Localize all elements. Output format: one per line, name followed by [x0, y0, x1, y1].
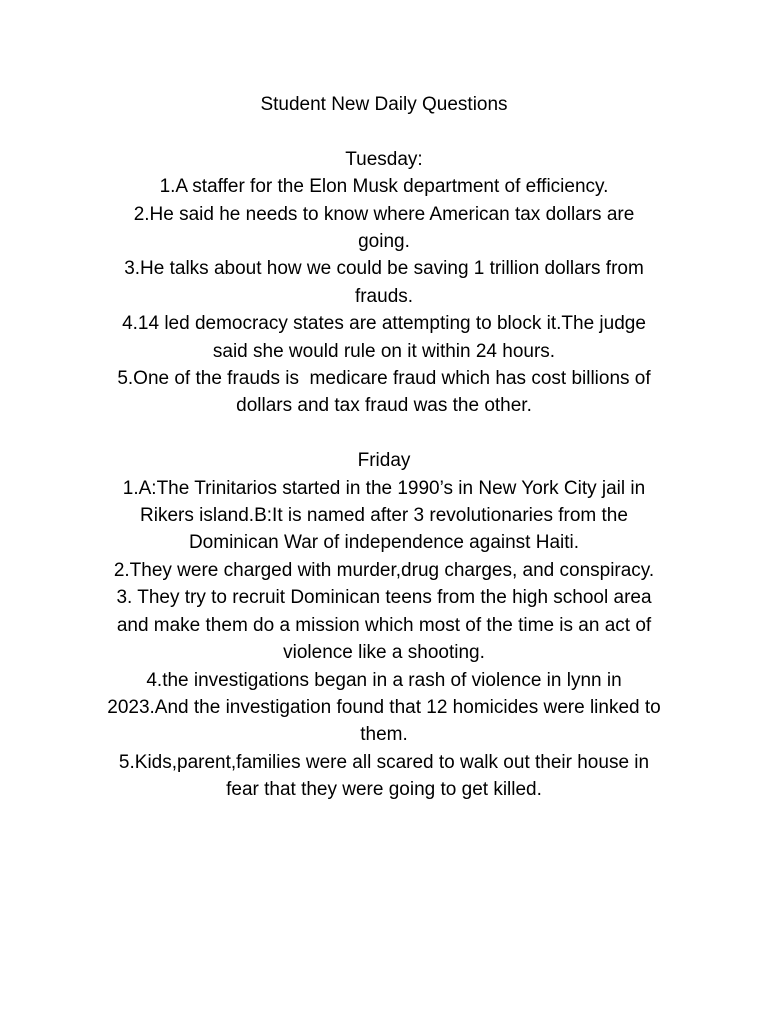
section-tuesday — [84, 146, 684, 420]
spacer — [84, 118, 684, 145]
answer-line: 2.They were charged with murder,drug charges, and conspiracy. — [113, 559, 655, 581]
answer-line: said she would rule on it within 24 hours. — [212, 340, 556, 362]
answer-line: 3.He talks about how we could be saving 1 trillion dollars from — [124, 258, 644, 280]
answer-line: 5.One of the frauds is medicare fraud which has cost billions of — [117, 368, 651, 390]
section-heading: Tuesday: — [345, 148, 423, 170]
answer-line: 2.He said he needs to know where American tax dollars are — [133, 203, 635, 225]
answer-line: and make them do a mission which most of the time is an act of — [116, 614, 652, 636]
answer-line: them. — [360, 724, 408, 746]
answer-line: 1.A:The Trinitarios started in the 1990’s in New York City jail in — [122, 477, 646, 499]
answer-line: Rikers island.B:It is named after 3 revolutionaries from the — [140, 505, 628, 527]
answer-line: 3. They try to recruit Dominican teens from the high school area — [116, 587, 652, 609]
answer-line: 4.14 led democracy states are attempting to block it.The judge — [122, 313, 646, 335]
answer-line: dollars and tax fraud was the other. — [236, 395, 532, 417]
answer-line: 4.the investigations began in a rash of violence in lynn in — [146, 669, 622, 691]
answer-line: Dominican War of independence against Haiti. — [188, 532, 580, 554]
answer-line: 5.Kids,parent,families were all scared to walk out their house in — [118, 751, 650, 773]
section-heading: Friday — [357, 450, 411, 472]
answer-line: fear that they were going to get killed. — [226, 779, 542, 801]
answer-line: 1.A staffer for the Elon Musk department of efficiency. — [159, 176, 609, 198]
spacer — [84, 420, 684, 447]
document-body — [84, 91, 684, 804]
answer-line: 2023.And the investigation found that 12 homicides were linked to — [107, 696, 661, 718]
section-friday — [84, 447, 684, 803]
answer-line: violence like a shooting. — [283, 642, 485, 664]
document-title: Student New Daily Questions — [260, 94, 508, 115]
answer-line: frauds. — [354, 285, 414, 307]
answer-line: going. — [358, 231, 410, 253]
